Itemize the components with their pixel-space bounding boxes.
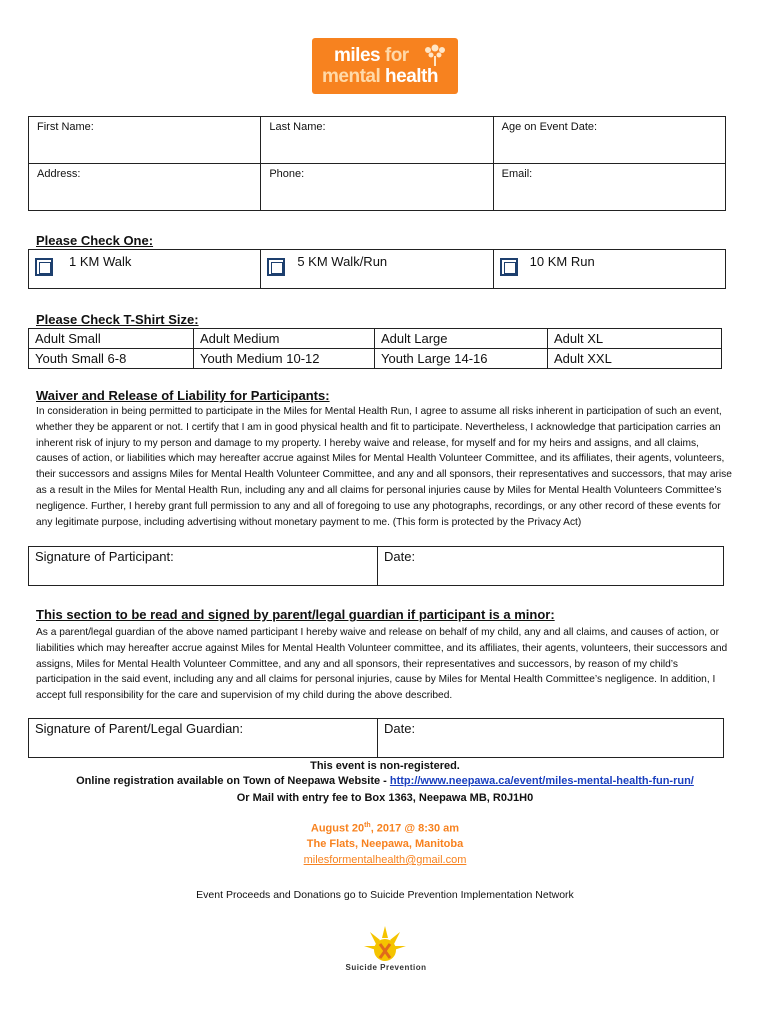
neepawa-event-link[interactable]: http://www.neepawa.ca/event/miles-mental-health-fun-run/ (389, 775, 694, 787)
size-adult-small[interactable]: Adult Small (29, 329, 194, 349)
event-option-5km (261, 250, 493, 289)
guardian-date-field[interactable] (378, 719, 724, 758)
event-option-label: 5 KM Walk/Run (297, 254, 388, 269)
phone-field[interactable] (261, 164, 493, 211)
last-name-label: Last Name: (269, 121, 326, 133)
proceeds-note: Event Proceeds and Donations go to Suicide Prevention Implementation Network (196, 889, 574, 901)
participant-date-label: Date: (384, 549, 416, 564)
participant-info-table (28, 116, 726, 211)
tshirt-size-table (28, 328, 722, 369)
waiver-heading: Waiver and Release of Liability for Participants: (36, 388, 330, 403)
last-name-field[interactable] (261, 117, 493, 164)
guardian-signature-label: Signature of Parent/Legal Guardian: (35, 721, 244, 736)
event-options-table (28, 249, 726, 289)
guardian-date-label: Date: (384, 721, 416, 736)
size-youth-small[interactable]: Youth Small 6-8 (29, 349, 194, 369)
miles-for-mental-health-logo (312, 38, 458, 94)
logo-word-health: health (385, 66, 438, 87)
checkbox-1km[interactable] (35, 258, 53, 276)
first-name-label: First Name: (37, 121, 94, 133)
checkbox-10km[interactable] (500, 258, 518, 276)
event-option-1km (29, 250, 261, 289)
participant-signature-field[interactable] (29, 547, 378, 586)
event-date-time (0, 822, 770, 835)
checkbox-5km[interactable] (267, 258, 285, 276)
size-adult-xl[interactable]: Adult XL (548, 329, 722, 349)
guardian-signature-field[interactable] (29, 719, 378, 758)
size-youth-large[interactable]: Youth Large 14-16 (375, 349, 548, 369)
event-option-label: 10 KM Run (529, 254, 595, 269)
participant-signature-label: Signature of Participant: (35, 549, 174, 564)
age-label: Age on Event Date: (501, 121, 598, 133)
event-location: The Flats, Neepawa, Manitoba (306, 838, 464, 850)
suicide-prevention-text: Suicide Prevention (345, 963, 427, 972)
phone-label: Phone: (269, 168, 305, 180)
online-registration-line (0, 775, 770, 787)
participant-signature-table (28, 546, 724, 586)
guardian-signature-table (28, 718, 724, 758)
tree-icon (420, 44, 450, 68)
guardian-text: As a parent/legal guardian of the above named participant I hereby waive and release on behalf of my child, any and all claims, and causes of action, or liabilities which may hereafter accrue against Miles for Mental Health Volunteer committee, and its affiliates, their agents, volunteers, their successors and assigns, Miles for Mental Health Volunteer Committee, and any and all sponsors, their representatives and successors, by reason of my child’s participation in the said event, including any and all claims for personal injuries, cause by Miles for Mental Health Committee’s negligence. In addition, I accept full responsibility for the care and supervision of my child during the above described. (36, 627, 728, 702)
size-adult-medium[interactable]: Adult Medium (194, 329, 375, 349)
participant-date-field[interactable] (378, 547, 724, 586)
suicide-prevention-logo (330, 924, 440, 974)
guardian-heading: This section to be read and signed by parent/legal guardian if participant is a minor: (36, 607, 555, 622)
event-date-prefix: August 20 (310, 822, 365, 835)
logo-word-for: for (384, 45, 409, 66)
event-date-suffix: th (364, 822, 371, 829)
first-name-field[interactable] (29, 117, 261, 164)
email-label: Email: (501, 168, 533, 180)
sun-ribbon-icon (330, 924, 440, 964)
size-adult-xxl[interactable]: Adult XXL (548, 349, 722, 369)
event-check-heading: Please Check One: (36, 233, 154, 248)
size-adult-large[interactable]: Adult Large (375, 329, 548, 349)
logo-word-miles: miles (334, 45, 381, 66)
online-registration-text: Online registration available on Town of Neepawa Website - (76, 775, 390, 787)
address-label: Address: (37, 168, 81, 180)
address-field[interactable] (29, 164, 261, 211)
tshirt-heading: Please Check T-Shirt Size: (36, 312, 199, 327)
size-youth-medium[interactable]: Youth Medium 10-12 (194, 349, 375, 369)
age-field[interactable] (493, 117, 725, 164)
logo-word-mental: mental (322, 66, 381, 87)
event-date-time-text: , 2017 @ 8:30 am (370, 822, 460, 835)
email-field[interactable] (493, 164, 725, 211)
event-option-label: 1 KM Walk (69, 254, 132, 269)
waiver-text: In consideration in being permitted to participate in the Miles for Mental Health Run, I agree to assume all risks inherent in participation of such an event, whether they be apparent or not. I certify that I am in good physical health and fit to participate. Nevertheless, I acknowledge that participation carries an inherent risk of injury to my person and damage to my property. I hereby waive and release, for myself and for my heirs and assigns, and all claims, causes of action, or liabilities which may hereafter accrue against Miles for Mental Health Volunteer Committee, and its affiliates, their agents, volunteers, their successors and assigns Miles for Mental Health Volunteer Committee, and any and all sponsors, their representatives and successors, that may arise as a result in the Miles for Mental Health Run, including any and all claims for personal injuries cause by Miles for Mental Health Volunteers Committee’s negligence. Further, I hereby grant full permission to any and all of foregoing to use any photographs, recordings, or any other record of these events for any legitimate purpose, including advertising without monetary payment to me. (This form is protected by the Privacy Act) (36, 406, 732, 528)
contact-email-link[interactable]: milesformentalhealth@gmail.com (303, 854, 467, 866)
mail-entry-line: Or Mail with entry fee to Box 1363, Neepawa MB, R0J1H0 (236, 792, 534, 804)
non-registered-note: This event is non-registered. (310, 760, 460, 772)
event-option-10km (493, 250, 725, 289)
